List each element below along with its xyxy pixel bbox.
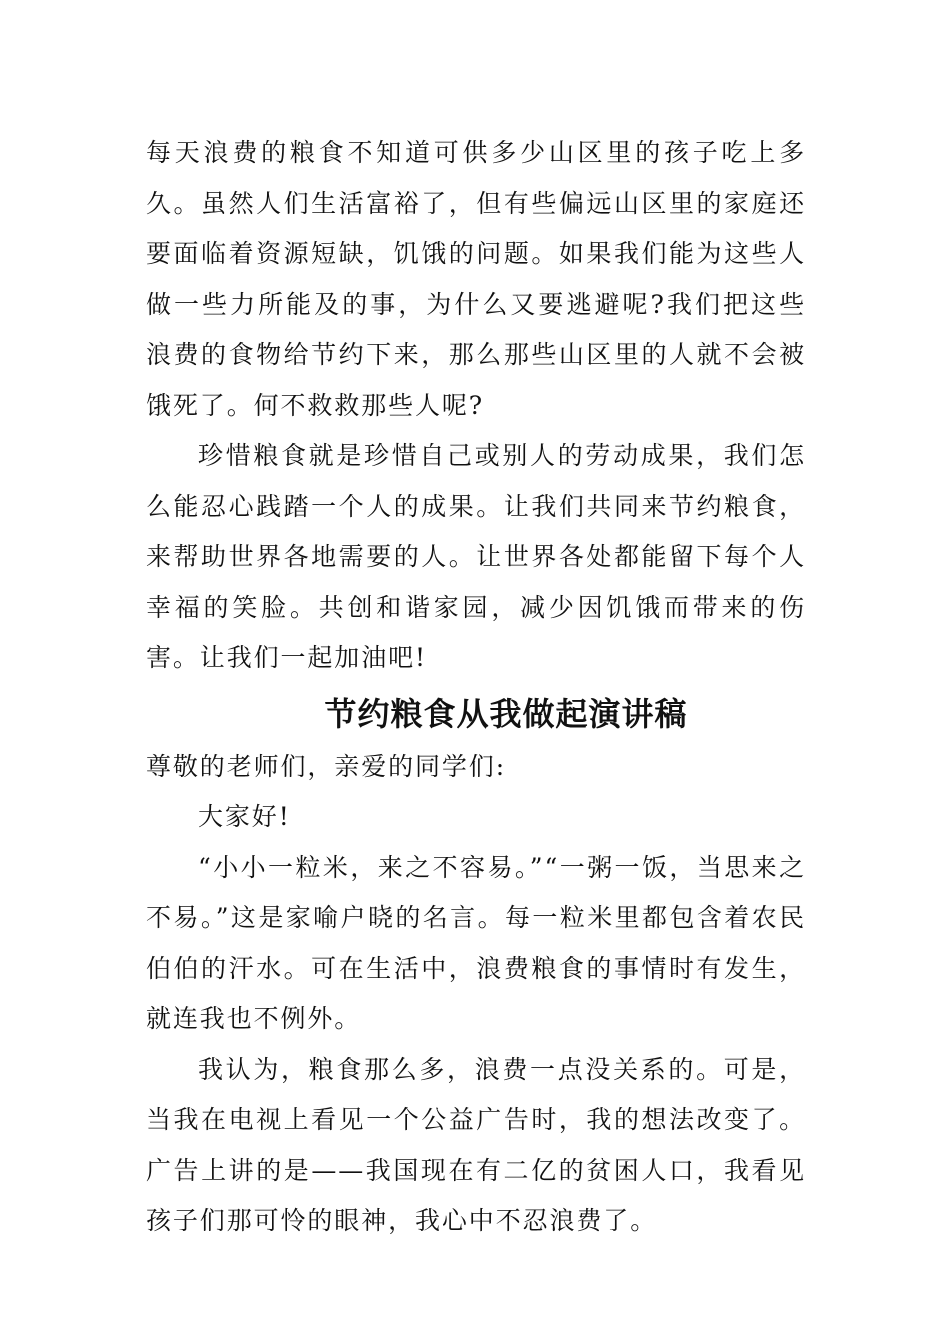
- document-body: [146, 128, 806, 1247]
- document-title: 节约粮食从我做起演讲稿: [324, 694, 688, 733]
- body-paragraph: 我认为，粮食那么多，浪费一点没关系的。可是，当我在电视上看见一个公益广告时，我的想法改变了。广告上讲的是——我国现在有二亿的贫困人口，我看见孩子们那可怜的眼神，我心中不忍浪费了。: [146, 1054, 806, 1235]
- greeting: 大家好!: [198, 802, 291, 831]
- salutation: 尊敬的老师们，亲爱的同学们:: [146, 751, 507, 781]
- body-paragraph: 珍惜粮食就是珍惜自己或别人的劳动成果，我们怎么能忍心践踏一个人的成果。让我们共同来节约粮食，来帮助世界各地需要的人。让世界各处都能留下每个人幸福的笑脸。共创和谐家园，减少因饥饿而带来的伤害。让我们一起加油吧!: [146, 441, 806, 672]
- body-paragraph: 每天浪费的粮食不知道可供多少山区里的孩子吃上多久。虽然人们生活富裕了，但有些偏远山区里的家庭还要面临着资源短缺，饥饿的问题。如果我们能为这些人做一些力所能及的事，为什么又要逃避呢?我们把这些浪费的食物给节约下来，那么那些山区里的人就不会被饿死了。何不救救那些人呢?: [146, 138, 806, 420]
- body-paragraph: “小小一粒米，来之不容易。”“一粥一饭，当思来之不易。”这是家喻户晓的名言。每一粒米里都包含着农民伯伯的汗水。可在生活中，浪费粮食的事情时有发生，就连我也不例外。: [146, 852, 806, 1033]
